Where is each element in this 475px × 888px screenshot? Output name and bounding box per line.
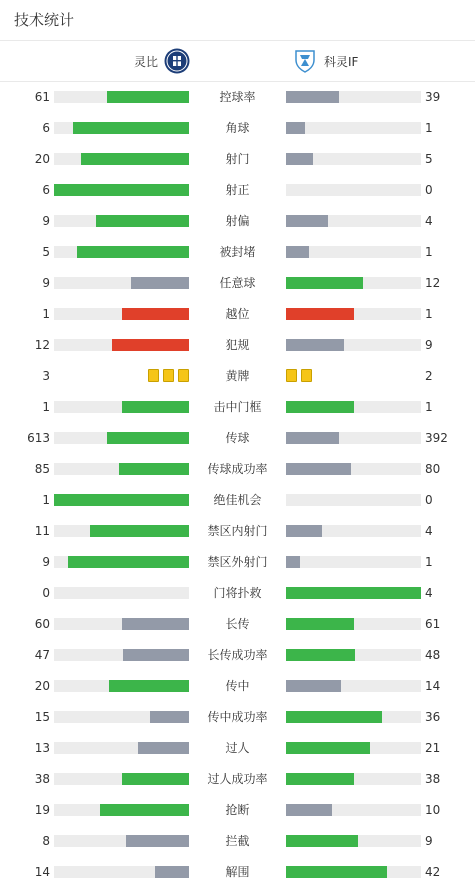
away-value: 0: [425, 183, 433, 197]
home-bar-track: [54, 432, 189, 444]
away-bar-fill: [286, 649, 355, 661]
stat-row: [0, 453, 475, 484]
away-value: 39: [425, 90, 441, 104]
away-value: 5: [425, 152, 433, 166]
away-value: 1: [425, 555, 433, 569]
away-value: 1: [425, 400, 433, 414]
away-value: 12: [425, 276, 441, 290]
away-value: 61: [425, 617, 441, 631]
stat-label: 击中门框: [213, 400, 262, 414]
away-bar-fill: [286, 339, 344, 351]
away-bar-track: [286, 184, 421, 196]
home-bar-fill: [77, 246, 189, 258]
home-bar-track: [54, 91, 189, 103]
home-bar-track: [54, 804, 189, 816]
away-bar-fill: [286, 432, 339, 444]
home-bar-track: [54, 866, 189, 878]
stat-row: [0, 298, 475, 329]
home-value: 1: [42, 493, 50, 507]
away-value: 1: [425, 307, 433, 321]
stat-row: [0, 825, 475, 856]
away-bar-fill: [286, 680, 341, 692]
home-bar-fill: [107, 91, 189, 103]
home-bar-track: [54, 773, 189, 785]
stat-label: 过人成功率: [207, 772, 268, 786]
away-team[interactable]: [292, 47, 358, 75]
stat-row: [0, 794, 475, 825]
away-value: 2: [425, 369, 433, 383]
home-bar-fill: [112, 339, 189, 351]
stat-label: 抢断: [225, 803, 250, 817]
away-value: 14: [425, 679, 441, 693]
home-bar-fill: [119, 463, 189, 475]
home-bar-track: [54, 184, 189, 196]
home-bar-track: [54, 308, 189, 320]
home-bar-track: [54, 463, 189, 475]
home-value: 60: [34, 617, 50, 631]
stat-row: [0, 81, 475, 112]
away-value: 42: [425, 865, 441, 879]
home-bar-track: [54, 494, 189, 506]
home-value: 20: [34, 152, 50, 166]
stat-label: 控球率: [219, 90, 256, 104]
kolding-crest-icon: [292, 48, 318, 74]
away-bar-track: [286, 308, 421, 320]
stat-row: [0, 608, 475, 639]
home-bar-fill: [81, 153, 189, 165]
stat-row: [0, 856, 475, 887]
yellow-card-icon: [178, 369, 189, 382]
stat-label: 被封堵: [219, 245, 256, 259]
home-bar-track: [54, 246, 189, 258]
away-bar-fill: [286, 835, 358, 847]
home-bar-track: [54, 556, 189, 568]
away-bar-track: [286, 277, 421, 289]
stat-label: 拦截: [225, 834, 250, 848]
stat-label: 禁区外射门: [207, 555, 268, 569]
away-bar-fill: [286, 463, 351, 475]
home-bar-fill: [122, 308, 190, 320]
away-bar-fill: [286, 308, 354, 320]
home-bar-track: [54, 339, 189, 351]
home-value: 613: [27, 431, 50, 445]
away-value: 4: [425, 214, 433, 228]
away-bar-fill: [286, 773, 354, 785]
away-bar-track: [286, 649, 421, 661]
stat-row: [0, 577, 475, 608]
away-bar-fill: [286, 804, 332, 816]
home-bar-track: [54, 525, 189, 537]
stat-label: 传球: [225, 431, 250, 445]
home-value: 1: [42, 400, 50, 414]
away-bar-fill: [286, 866, 387, 878]
away-bar-track: [286, 91, 421, 103]
away-bar-track: [286, 773, 421, 785]
stat-label: 传球成功率: [207, 462, 268, 476]
home-bar-fill: [73, 122, 189, 134]
stat-row: [0, 515, 475, 546]
away-bar-track: [286, 587, 421, 599]
home-value: 3: [42, 369, 50, 383]
away-bar-track: [286, 463, 421, 475]
yellow-card-icon: [286, 369, 297, 382]
away-value: 9: [425, 338, 433, 352]
away-bar-fill: [286, 742, 370, 754]
stat-label: 传中: [225, 679, 250, 693]
home-bar-track: [54, 153, 189, 165]
away-bar-fill: [286, 587, 421, 599]
stat-row: [0, 732, 475, 763]
stat-row: [0, 329, 475, 360]
stats-list: [0, 81, 475, 887]
home-value: 38: [34, 772, 50, 786]
away-bar-track: [286, 494, 421, 506]
home-bar-fill: [123, 649, 189, 661]
stat-label: 绝佳机会: [213, 493, 262, 507]
home-bar-fill: [90, 525, 189, 537]
home-bar-fill: [126, 835, 189, 847]
home-bar-track: [54, 587, 189, 599]
away-bar-track: [286, 556, 421, 568]
home-bar-track: [54, 680, 189, 692]
away-bar-track: [286, 711, 421, 723]
home-value: 85: [34, 462, 50, 476]
yellow-card-icon: [163, 369, 174, 382]
home-bar-fill: [96, 215, 189, 227]
stat-row: [0, 143, 475, 174]
away-bar-fill: [286, 401, 354, 413]
away-value: 38: [425, 772, 441, 786]
away-bar-track: [286, 215, 421, 227]
away-value: 9: [425, 834, 433, 848]
stat-row: [0, 236, 475, 267]
away-bar-track: [286, 246, 421, 258]
away-bar-track: [286, 432, 421, 444]
away-bar-fill: [286, 215, 328, 227]
home-bar-fill: [109, 680, 189, 692]
home-bar-fill: [68, 556, 190, 568]
stat-label: 犯规: [225, 338, 250, 352]
away-bar-fill: [286, 246, 309, 258]
stat-row: [0, 360, 475, 391]
stat-label: 禁区内射门: [207, 524, 268, 538]
stat-label: 解围: [225, 865, 250, 879]
away-value: 1: [425, 121, 433, 135]
away-bar-track: [286, 866, 421, 878]
home-bar-fill: [122, 618, 190, 630]
stat-row: [0, 174, 475, 205]
yellow-card-icon: [148, 369, 159, 382]
away-value: 36: [425, 710, 441, 724]
away-value: 4: [425, 586, 433, 600]
home-bar-track: [54, 711, 189, 723]
stat-label: 传中成功率: [207, 710, 268, 724]
page-title: 技术统计: [14, 11, 75, 29]
home-value: 9: [42, 214, 50, 228]
away-yellow-cards: [286, 369, 312, 382]
away-value: 4: [425, 524, 433, 538]
home-bar-track: [54, 215, 189, 227]
home-bar-fill: [54, 494, 189, 506]
home-bar-fill: [138, 742, 189, 754]
stat-label: 越位: [225, 307, 250, 321]
home-bar-track: [54, 618, 189, 630]
home-value: 6: [42, 121, 50, 135]
stat-row: [0, 484, 475, 515]
stat-row: [0, 267, 475, 298]
stat-label: 长传: [225, 617, 250, 631]
home-value: 8: [42, 834, 50, 848]
stat-label: 门将扑救: [213, 586, 262, 600]
home-value: 61: [34, 90, 50, 104]
away-value: 21: [425, 741, 441, 755]
stat-row: [0, 112, 475, 143]
stat-label: 任意球: [219, 276, 256, 290]
home-team[interactable]: [134, 47, 190, 75]
home-bar-track: [54, 649, 189, 661]
stat-row: [0, 205, 475, 236]
stat-label: 射门: [225, 152, 250, 166]
home-team-name: 灵比: [133, 54, 158, 69]
home-bar-track: [54, 401, 189, 413]
home-value: 12: [34, 338, 50, 352]
stat-row: [0, 701, 475, 732]
stat-label: 射正: [225, 183, 250, 197]
home-value: 9: [42, 276, 50, 290]
home-yellow-cards: [148, 369, 189, 382]
home-bar-track: [54, 277, 189, 289]
home-value: 0: [42, 586, 50, 600]
home-bar-fill: [122, 773, 190, 785]
stat-row: [0, 391, 475, 422]
away-bar-track: [286, 401, 421, 413]
home-bar-fill: [155, 866, 189, 878]
home-value: 19: [34, 803, 50, 817]
away-bar-track: [286, 122, 421, 134]
away-bar-fill: [286, 711, 382, 723]
away-value: 48: [425, 648, 441, 662]
home-bar-fill: [54, 184, 189, 196]
away-bar-track: [286, 680, 421, 692]
home-bar-fill: [150, 711, 189, 723]
stat-label: 黄牌: [225, 369, 250, 383]
home-value: 6: [42, 183, 50, 197]
stat-label: 长传成功率: [207, 648, 268, 662]
yellow-card-icon: [301, 369, 312, 382]
away-bar-track: [286, 804, 421, 816]
away-bar-fill: [286, 153, 313, 165]
away-bar-track: [286, 618, 421, 630]
lyngby-crest-icon: [164, 48, 190, 74]
away-bar-fill: [286, 556, 300, 568]
stat-row: [0, 670, 475, 701]
away-value: 80: [425, 462, 441, 476]
away-bar-fill: [286, 91, 339, 103]
home-value: 20: [34, 679, 50, 693]
home-bar-track: [54, 122, 189, 134]
away-bar-track: [286, 835, 421, 847]
away-value: 0: [425, 493, 433, 507]
home-bar-fill: [107, 432, 189, 444]
home-value: 5: [42, 245, 50, 259]
home-value: 47: [34, 648, 50, 662]
away-value: 392: [425, 431, 448, 445]
home-bar-fill: [131, 277, 189, 289]
home-value: 1: [42, 307, 50, 321]
away-bar-fill: [286, 277, 363, 289]
away-value: 10: [425, 803, 441, 817]
home-value: 14: [34, 865, 50, 879]
stat-label: 射偏: [225, 214, 250, 228]
stat-label: 过人: [225, 741, 250, 755]
away-bar-track: [286, 742, 421, 754]
away-bar-track: [286, 339, 421, 351]
away-value: 1: [425, 245, 433, 259]
header-divider: [0, 40, 475, 41]
home-value: 11: [34, 524, 50, 538]
away-bar-track: [286, 153, 421, 165]
home-bar-track: [54, 835, 189, 847]
stat-row: [0, 639, 475, 670]
away-team-name: 科灵IF: [324, 54, 359, 69]
home-value: 15: [34, 710, 50, 724]
away-bar-track: [286, 525, 421, 537]
home-bar-fill: [100, 804, 189, 816]
home-bar-fill: [122, 401, 190, 413]
stat-row: [0, 546, 475, 577]
away-bar-fill: [286, 618, 354, 630]
away-bar-fill: [286, 525, 322, 537]
stat-row: [0, 422, 475, 453]
stat-row: [0, 763, 475, 794]
home-value: 13: [34, 741, 50, 755]
home-bar-track: [54, 742, 189, 754]
stat-label: 角球: [225, 121, 250, 135]
away-bar-fill: [286, 122, 305, 134]
home-value: 9: [42, 555, 50, 569]
